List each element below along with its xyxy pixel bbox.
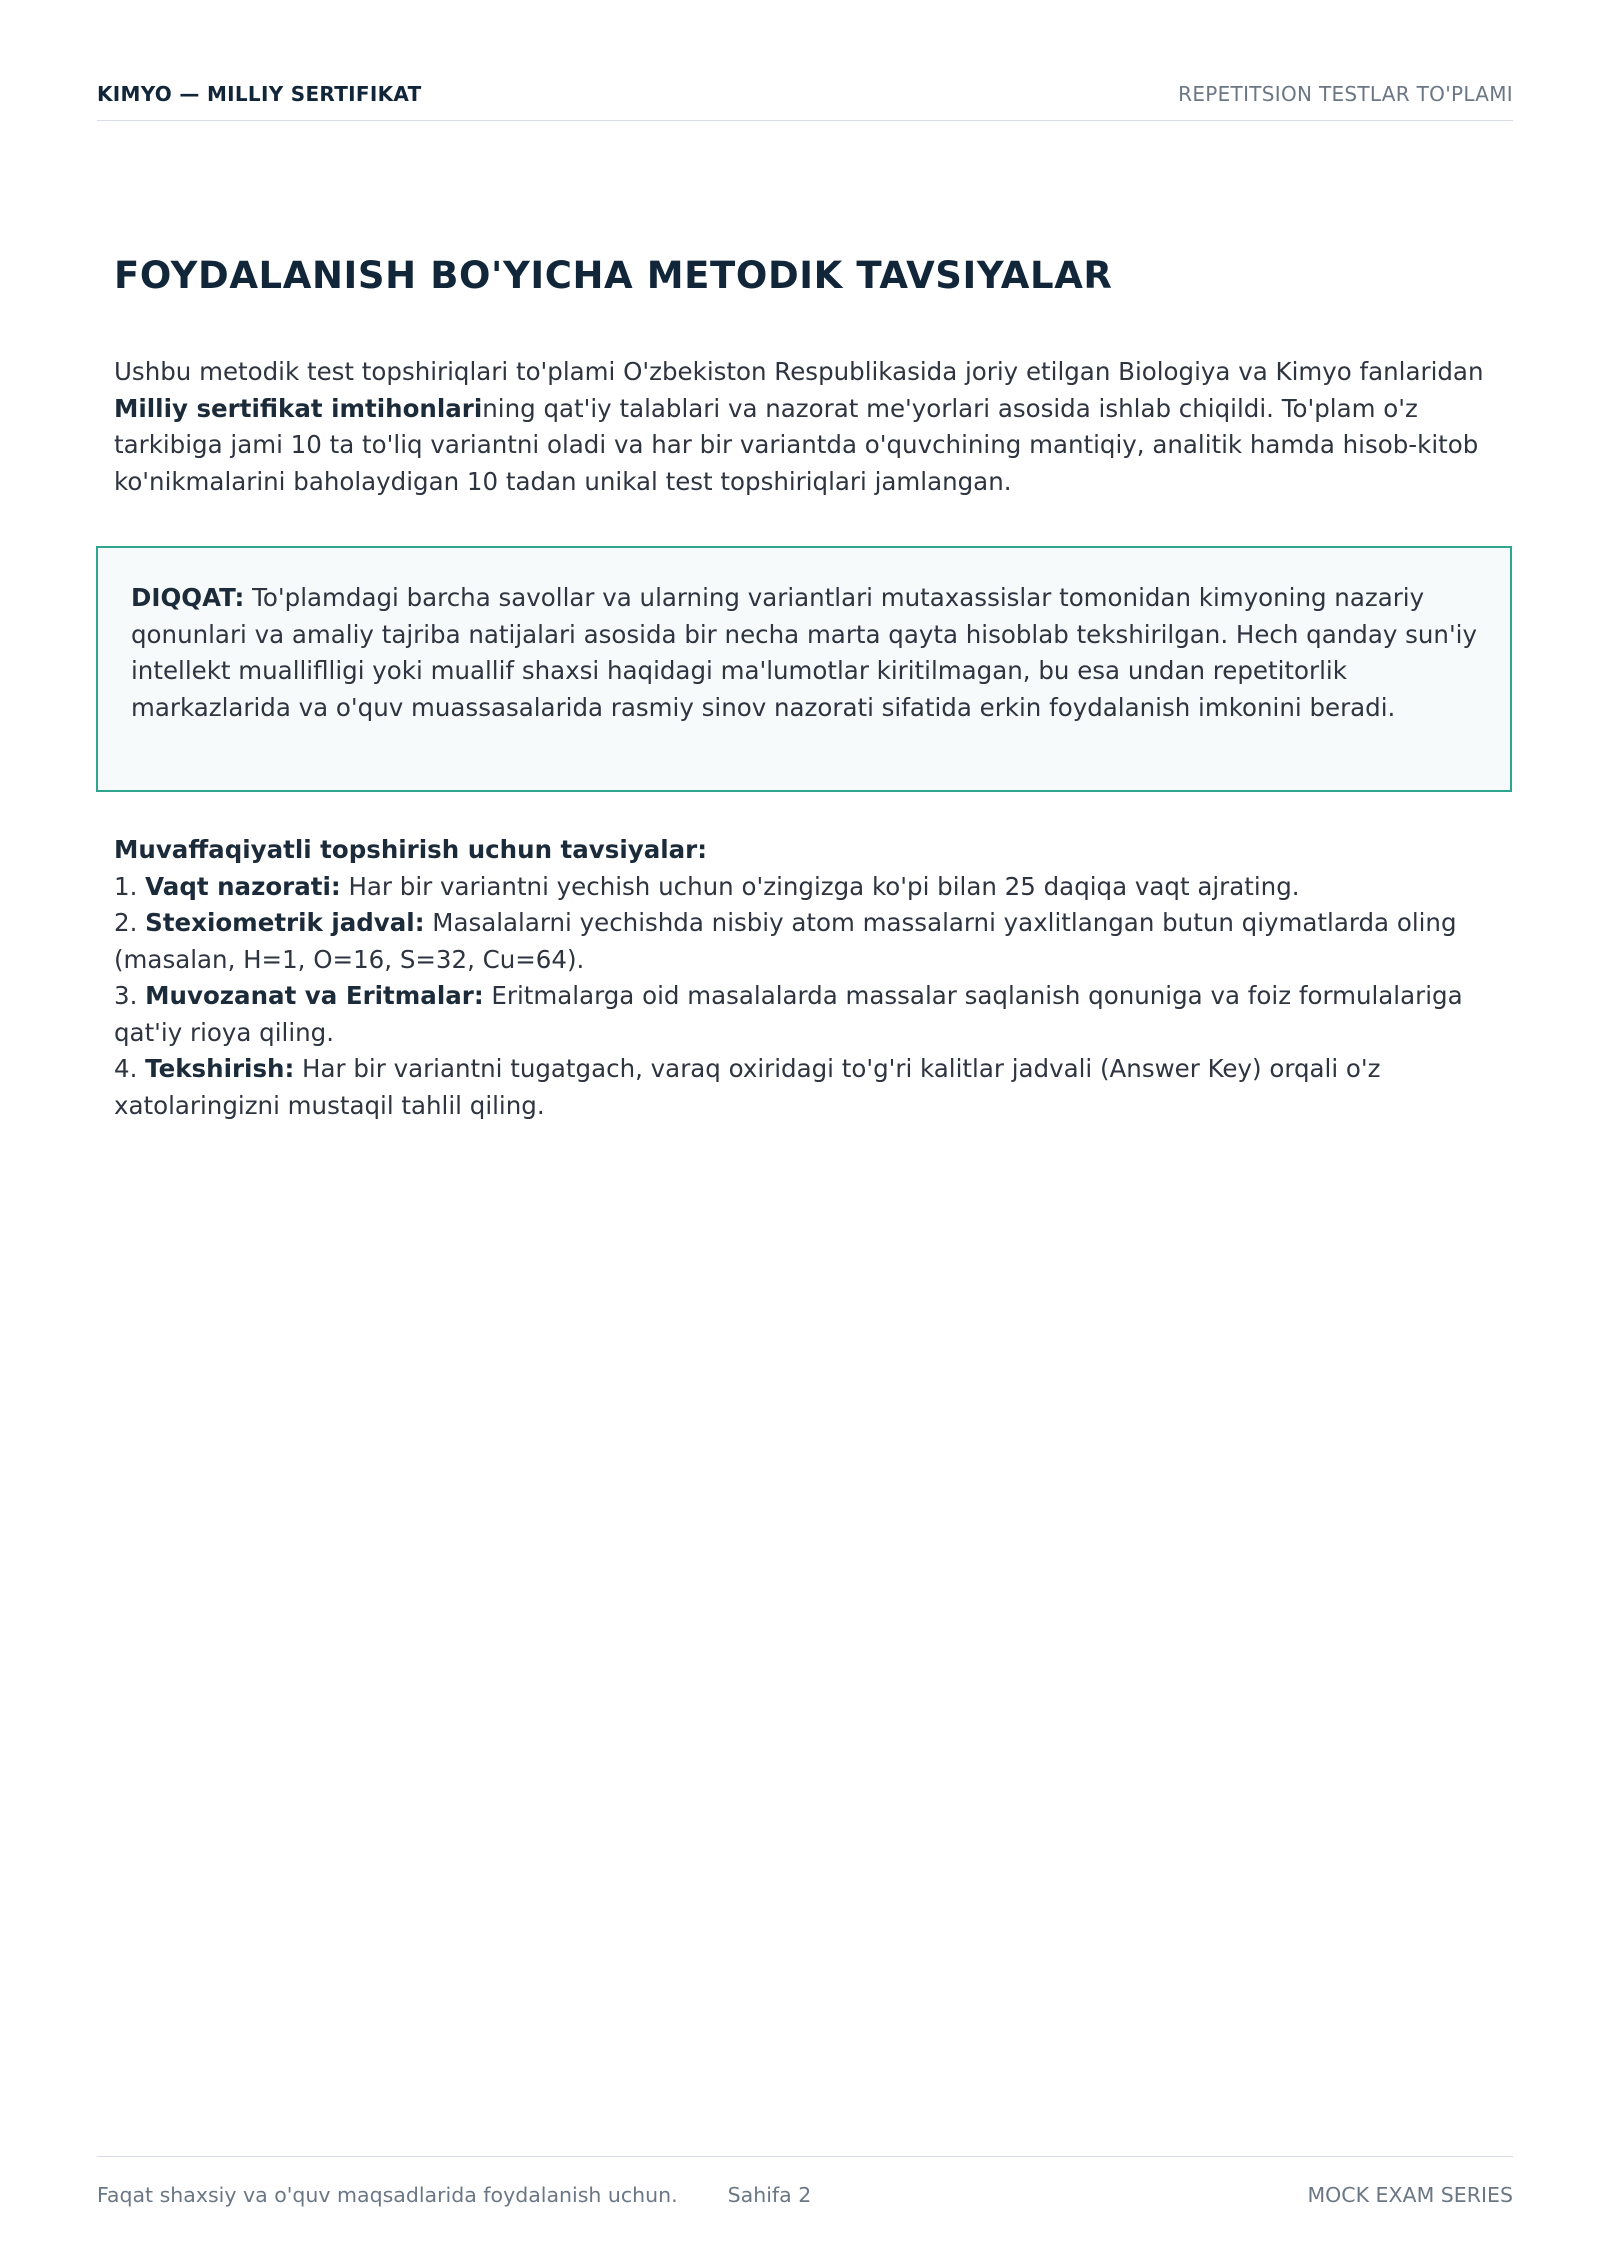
footer-series: MOCK EXAM SERIES xyxy=(1307,2183,1513,2207)
tip-item-solutions xyxy=(114,978,1514,1051)
page-footer xyxy=(97,2156,1513,2207)
tip-label: Vaqt nazorati: xyxy=(145,871,341,901)
intro-paragraph xyxy=(114,354,1514,500)
tip-label: Muvozanat va Eritmalar: xyxy=(145,981,484,1010)
tip-label: Stexiometrik jadval: xyxy=(145,908,425,937)
intro-text-end: ning qat'iy talablari va nazorat me'yorlari asosida ishlab chiqildi. To'plam o'z tarkibiga jami 10 ta to'liq variantni oladi va har bir variantda o'quvchining mantiqiy, analitik hamda hisob-kitob ko'nikmalarini baholaydigan 10 tadan unikal test topshiriqlari jamlangan. xyxy=(114,393,1479,496)
page-header xyxy=(97,82,1513,121)
attention-box xyxy=(96,546,1512,792)
footer-note: Faqat shaxsiy va o'quv maqsadlarida foydalanish uchun. xyxy=(97,2183,678,2207)
tips-list xyxy=(114,869,1514,1125)
tip-number: 4. xyxy=(114,1054,146,1083)
tips-heading: Muvaffaqiyatli topshirish uchun tavsiyalar: xyxy=(114,835,708,864)
intro-text-start: Ushbu metodik test topshiriqlari to'plami O'zbekiston Respublikasida joriy etilgan Biologiya va Kimyo fanlaridan xyxy=(114,357,1484,386)
tip-item-stoichiometry xyxy=(114,905,1514,978)
header-subject: KIMYO — MILLIY SERTIFIKAT xyxy=(97,82,422,106)
tips-section xyxy=(114,832,1514,1124)
attention-text xyxy=(131,580,1511,726)
tip-item-time xyxy=(114,869,1514,906)
tip-text: Eritmalarga oid masalalarda massalar saqlanish qonuniga va foiz formulalariga qat'iy rioya qiling. xyxy=(114,981,1463,1047)
tip-number: 2. xyxy=(114,908,146,937)
tip-number: 1. xyxy=(114,871,146,901)
tip-text: Har bir variantni yechish uchun o'zingizga ko'pi bilan 25 daqiqa vaqt ajrating. xyxy=(340,871,1300,901)
tip-item-check xyxy=(114,1051,1514,1124)
attention-body: To'plamdagi barcha savollar va ularning variantlari mutaxassislar tomonidan kimyoning nazariy qonunlari va amaliy tajriba natijalari asosida bir necha marta qayta hisoblab tekshirilgan. Hech qanday sun'iy intellekt mualliflligi yoki muallif shaxsi haqidagi ma'lumotlar kiritilmagan, bu esa undan repetitorlik markazlarida va o'quv muassasalarida rasmiy sinov nazorati sifatida erkin foydalanish imkonini beradi. xyxy=(131,583,1477,722)
tip-text: Har bir variantni tugatgach, varaq oxiridagi to'g'ri kalitlar jadvali (Answer Key) orqali o'z xatolaringizni mustaqil tahlil qiling. xyxy=(114,1054,1381,1120)
intro-bold-term: Milliy sertifikat imtihonlari xyxy=(114,393,483,423)
header-collection: REPETITSION TESTLAR TO'PLAMI xyxy=(1178,82,1513,106)
footer-left xyxy=(97,2183,811,2207)
page-title: FOYDALANISH BO'YICHA METODIK TAVSIYALAR xyxy=(114,254,1113,297)
tip-number: 3. xyxy=(114,981,146,1010)
tip-label: Tekshirish: xyxy=(145,1054,295,1083)
attention-label: DIQQAT: xyxy=(131,583,245,612)
tip-text: Masalalarni yechishda nisbiy atom massalarni yaxlitlangan butun qiymatlarda oling (masalan, H=1, O=16, S=32, Cu=64). xyxy=(114,908,1457,974)
page-number: Sahifa 2 xyxy=(727,2183,812,2207)
